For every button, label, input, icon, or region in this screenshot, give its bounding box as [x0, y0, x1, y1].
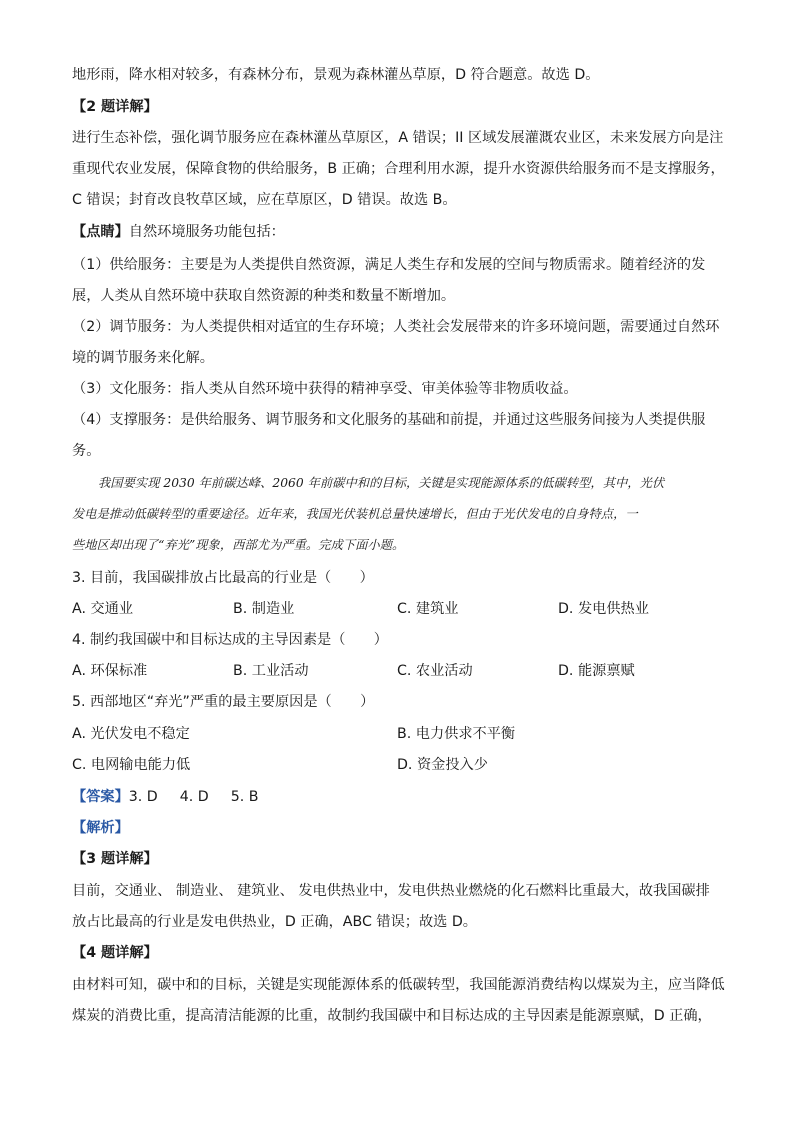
question-stem: 5. 西部地区“弃光”严重的最主要原因是（ ） — [72, 694, 375, 710]
question-option: C. 建筑业 — [397, 601, 459, 617]
question-option: D. 发电供热业 — [558, 601, 649, 617]
tip-intro-line — [72, 222, 754, 242]
question-stem: 3. 目前，我国碳排放占比最高的行业是（ ） — [72, 570, 374, 586]
question-option: A. 交通业 — [72, 601, 134, 617]
question-option: B. 制造业 — [233, 601, 295, 617]
continued-text-line: 地形雨，降水相对较多，有森林分布，景观为森林灌丛草原，D 符合题意。故选 D。 — [72, 67, 600, 83]
q4-detail-line: 由材料可知，碳中和的目标，关键是实现能源体系的低碳转型，我国能源消费结构以煤炭为主，应当降低 — [72, 977, 725, 993]
q4-detail-line: 煤炭的消费比重，提高清洁能源的比重，故制约我国碳中和目标达成的主导因素是能源禀赋，D 正确， — [72, 1008, 712, 1024]
q2-detail-line: C 错误；封育改良牧草区域，应在草原区，D 错误。故选 B。 — [72, 192, 457, 208]
answer-value: 4. D — [179, 789, 209, 805]
material-line: 些地区却出现了“弃光”现象，西部尤为严重。完成下面小题。 — [72, 538, 405, 552]
tip-intro: 自然环境服务功能包括： — [128, 224, 285, 240]
analysis-label: 【解析】 — [72, 820, 129, 836]
answer-value: 3. D — [128, 789, 158, 805]
tip-line: （3）文化服务：指人类从自然环境中获得的精神享受、审美体验等非物质收益。 — [72, 381, 578, 397]
tip-line: （1）供给服务：主要是为人类提供自然资源，满足人类生存和发展的空间与物质需求。随着经济的发 — [72, 257, 706, 273]
material-line: 发电是推动低碳转型的重要途径。近年来，我国光伏装机总量快速增长，但由于光伏发电的自身特点，一 — [72, 507, 638, 521]
tip-line: 务。 — [72, 443, 101, 459]
question-option: A. 环保标准 — [72, 663, 148, 679]
q3-detail-heading: 【3 题详解】 — [72, 851, 158, 867]
tip-line: （4）支撑服务：是供给服务、调节服务和文化服务的基础和前提，并通过这些服务间接为人类提供服 — [72, 412, 706, 428]
question-option: C. 农业活动 — [397, 663, 473, 679]
question-option: D. 资金投入少 — [397, 757, 488, 773]
answer-value: 5. B — [230, 789, 259, 805]
q3-detail-line: 放占比最高的行业是发电供热业，D 正确，ABC 错误；故选 D。 — [72, 914, 477, 930]
q4-detail-heading: 【4 题详解】 — [72, 945, 158, 961]
question-option: B. 电力供求不平衡 — [397, 726, 516, 742]
q3-detail-line: 目前，交通业、 制造业、 建筑业、 发电供热业中，发电供热业燃烧的化石燃料比重最大，故我国碳排 — [72, 883, 710, 899]
tip-heading: 【点睛】 — [72, 224, 129, 240]
answer-label: 【答案】 — [72, 789, 129, 805]
tip-line: 展，人类从自然环境中获取自然资源的种类和数量不断增加。 — [72, 288, 456, 304]
q2-detail-heading: 【2 题详解】 — [72, 99, 158, 115]
tip-line: （2）调节服务：为人类提供相对适宜的生存环境；人类社会发展带来的许多环境问题，需要通过自然环 — [72, 319, 720, 335]
answer-line — [72, 787, 754, 807]
q2-detail-line: 重现代农业发展，保障食物的供给服务，B 正确；合理利用水源，提升水资源供给服务而不是支撑服务， — [72, 161, 725, 177]
tip-line: 境的调节服务来化解。 — [72, 350, 214, 366]
question-option: C. 电网输电能力低 — [72, 757, 191, 773]
question-option: D. 能源禀赋 — [558, 663, 635, 679]
material-line: 我国要实现 2030 年前碳达峰、2060 年前碳中和的目标，关键是实现能源体系的低碳转型，其中，光伏 — [98, 476, 665, 490]
q2-detail-line: 进行生态补偿，强化调节服务应在森林灌丛草原区，A 错误；II 区域发展灌溉农业区，未来发展方向是注 — [72, 130, 724, 146]
question-option: B. 工业活动 — [233, 663, 309, 679]
question-stem: 4. 制约我国碳中和目标达成的主导因素是（ ） — [72, 632, 388, 648]
question-option: A. 光伏发电不稳定 — [72, 726, 190, 742]
